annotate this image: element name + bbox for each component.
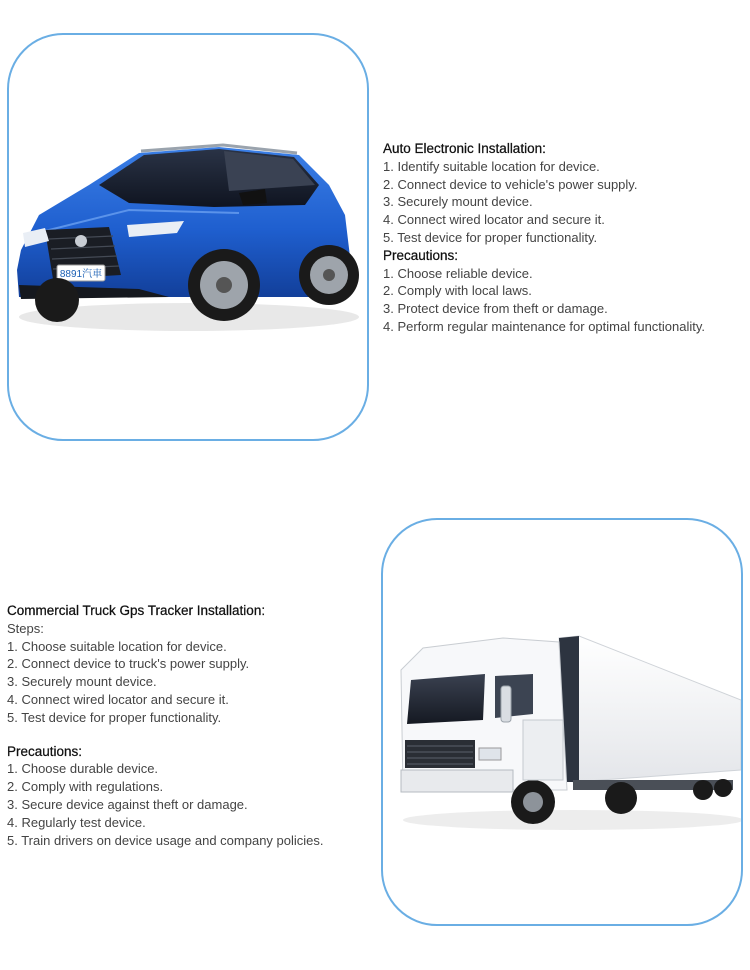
list-item: 4. Connect wired locator and secure it. [383, 212, 605, 228]
car-image-frame [7, 33, 369, 441]
auto-installation-title: Auto Electronic Installation: [383, 141, 546, 156]
car-photo [9, 35, 367, 439]
precautions-title: Precautions: [383, 247, 459, 263]
list-item: 3. Secure device against theft or damage. [7, 796, 248, 812]
list-item: 1. Choose suitable location for device. [7, 638, 227, 654]
list-item: 2. Comply with regulations. [7, 779, 164, 795]
list-item: 2. Connect device to vehicle's power supply. [383, 176, 638, 192]
list-item: 5. Test device for proper functionality. [383, 229, 598, 245]
list-item: 3. Securely mount device. [383, 194, 533, 210]
license-plate-text: 8891汽車 [59, 269, 103, 280]
steps-label: Steps: [7, 620, 44, 636]
auto-installation-section [383, 140, 705, 336]
list-item: 5. Train drivers on device usage and company policies. [7, 832, 324, 848]
list-item: 2. Connect device to truck's power supply. [7, 656, 250, 672]
truck-photo [383, 520, 741, 924]
truck-installation-section [7, 602, 324, 849]
list-item: 4. Perform regular maintenance for optimal functionality. [383, 318, 706, 334]
precautions-title: Precautions: [7, 743, 83, 759]
truck-installation-title: Commercial Truck Gps Tracker Installation: [7, 603, 266, 618]
list-item: 2. Comply with local laws. [383, 283, 532, 299]
list-item: 1. Identify suitable location for device. [383, 158, 600, 174]
list-item: 3. Securely mount device. [7, 674, 157, 690]
list-item: 5. Test device for proper functionality. [7, 709, 222, 725]
list-item: 4. Connect wired locator and secure it. [7, 691, 229, 707]
list-item: 4. Regularly test device. [7, 814, 146, 830]
truck-image-frame [381, 518, 743, 926]
list-item: 3. Protect device from theft or damage. [383, 301, 608, 317]
list-item: 1. Choose durable device. [7, 761, 159, 777]
list-item: 1. Choose reliable device. [383, 265, 533, 281]
